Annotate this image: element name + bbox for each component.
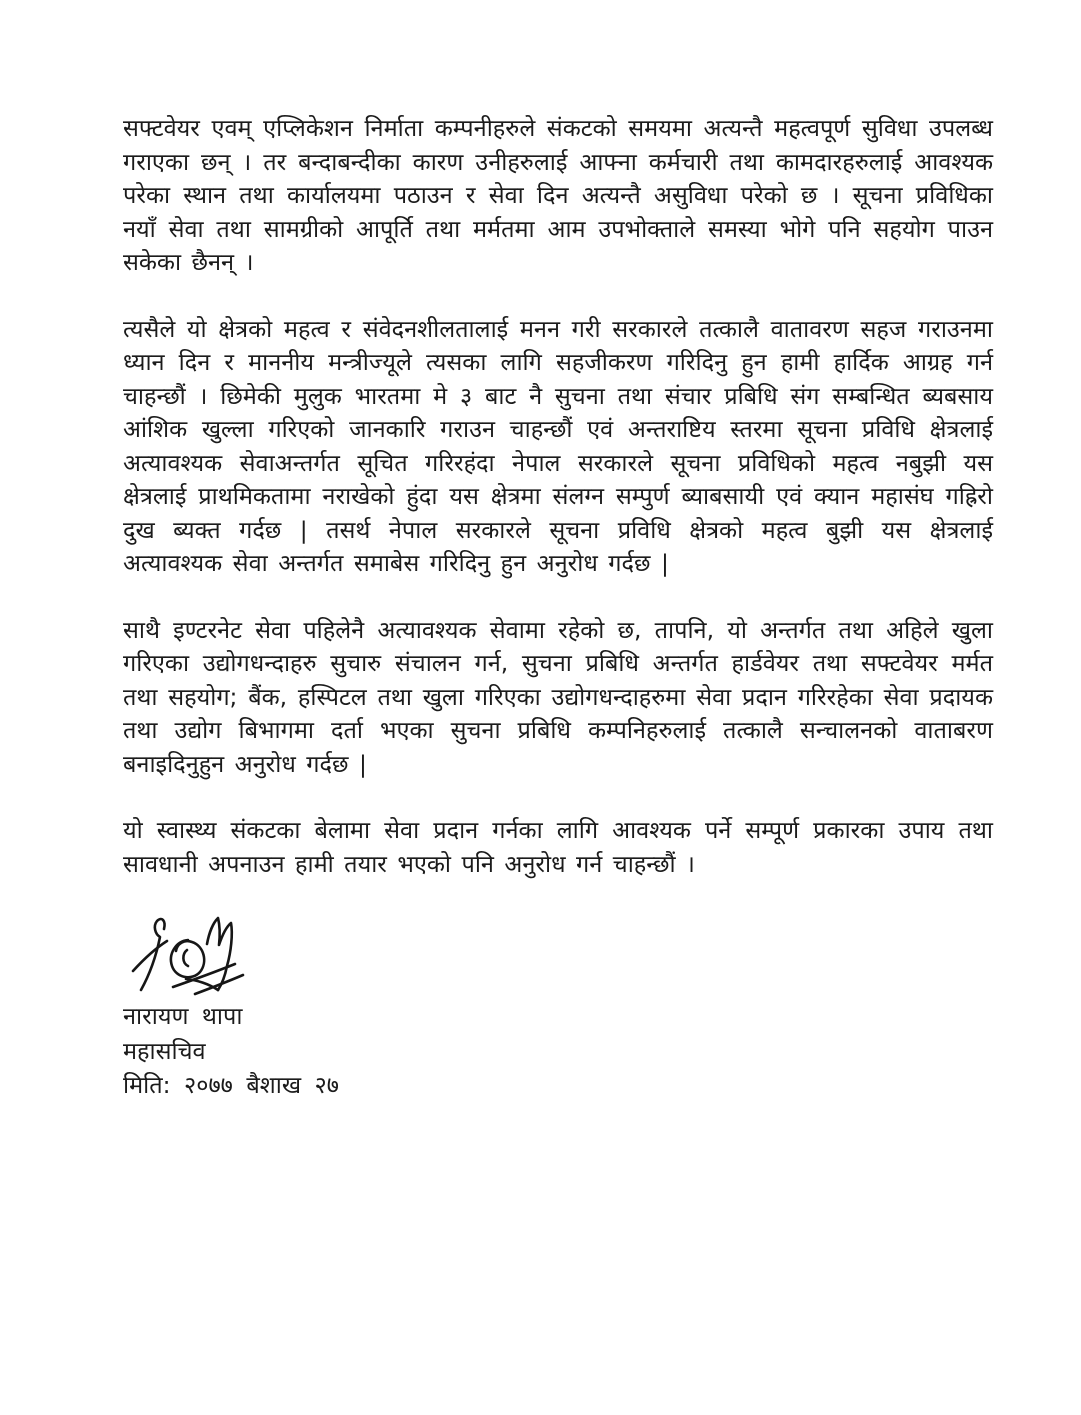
letter-date: मिति: २०७७ बैशाख २७ xyxy=(123,1071,339,1099)
letter-paragraph-4: यो स्वास्थ्य संकटका बेलामा सेवा प्रदान गर्नका लागि आवश्यक पर्ने सम्पूर्ण प्रकारका उपाय तथा सावधानी अपनाउन हामी तयार भएको पनि अनुरोध गर्न चाहन्छौं । xyxy=(123,816,993,878)
handwritten-signature-image xyxy=(131,914,259,996)
letter-paragraph-1: सफ्टवेयर एवम् एप्लिकेशन निर्माता कम्पनीहरुले संकटको समयमा अत्यन्तै महत्वपूर्ण सुविधा उपलब्ध गराएका छन् । तर बन्दाबन्दीका कारण उनीहरुलाई आफ्ना कर्मचारी तथा कामदारहरुलाई आवश्यक परेका स्थान तथा कार्यालयमा पठाउन र सेवा दिन अत्यन्तै असुविधा परेको छ । सूचना प्रविधिका नयाँ सेवा तथा सामग्रीको आपूर्ति तथा मर्मतमा आम उपभोक्ताले समस्या भोगे पनि सहयोग पाउन सकेका छैनन् । xyxy=(123,114,993,276)
letter-paragraph-3: साथै इण्टरनेट सेवा पहिलेनै अत्यावश्यक सेवामा रहेको छ, तापनि, यो अन्तर्गत तथा अहिले खुला गरिएका उद्योगधन्दाहरु सुचारु संचालन गर्न, सुचना प्रबिधि अन्तर्गत हार्डवेयर तथा सफ्टवेयर मर्मत तथा सहयोग; बैंक, हस्पिटल तथा खुला गरिएका उद्योगधन्दाहरुमा सेवा प्रदान गरिरहेका सेवा प्रदायक तथा उद्योग बिभागमा दर्ता भएका सुचना प्रबिधि कम्पनिहरुलाई तत्कालै सन्चालनको वाताबरण बनाइदिनुहुन अनुरोध गर्दछ | xyxy=(123,615,994,778)
signatory-title: महासचिव xyxy=(123,1036,206,1065)
letter-paragraph-2: त्यसैले यो क्षेत्रको महत्व र संवेदनशीलतालाई मनन गरी सरकारले तत्कालै वातावरण सहज गराउनमा ध्यान दिन र माननीय मन्त्रीज्यूले त्यसका लागि सहजीकरण गरिदिनु हुन हामी हार्दिक आग्रह गर्न चाहन्छौं । छिमेकी मुलुक भारतमा मे ३ बाट नै सुचना तथा संचार प्रबिधि संग सम्बन्धित ब्यबसाय आंशिक खुल्ला गरिएको जानकारि गराउन चाहन्छौं एवं अन्तराष्टिय स्तरमा सूचना प्रविधि क्षेत्रलाई अत्यावश्यक सेवाअन्तर्गत सूचित गरिरहंदा नेपाल सरकारले सूचना प्रविधिको महत्व नबुझी यस क्षेत्रलाई प्राथमिकतामा नराखेको हुंदा यस क्षेत्रमा संलग्न सम्पुर्ण ब्याबसायी एवं क्यान महासंघ गह्रिरो दुख ब्यक्त गर्दछ | तसर्थ नेपाल सरकारले सूचना प्रविधि क्षेत्रको महत्व बुझी यस क्षेत्रलाई अत्यावश्यक सेवा अन्तर्गत समाबेस गरिदिनु हुन अनुरोध गर्दछ | xyxy=(123,314,993,577)
letter-body xyxy=(123,112,993,1103)
signatory-name: नारायण थापा xyxy=(123,1002,243,1030)
signature-block xyxy=(123,914,993,1103)
